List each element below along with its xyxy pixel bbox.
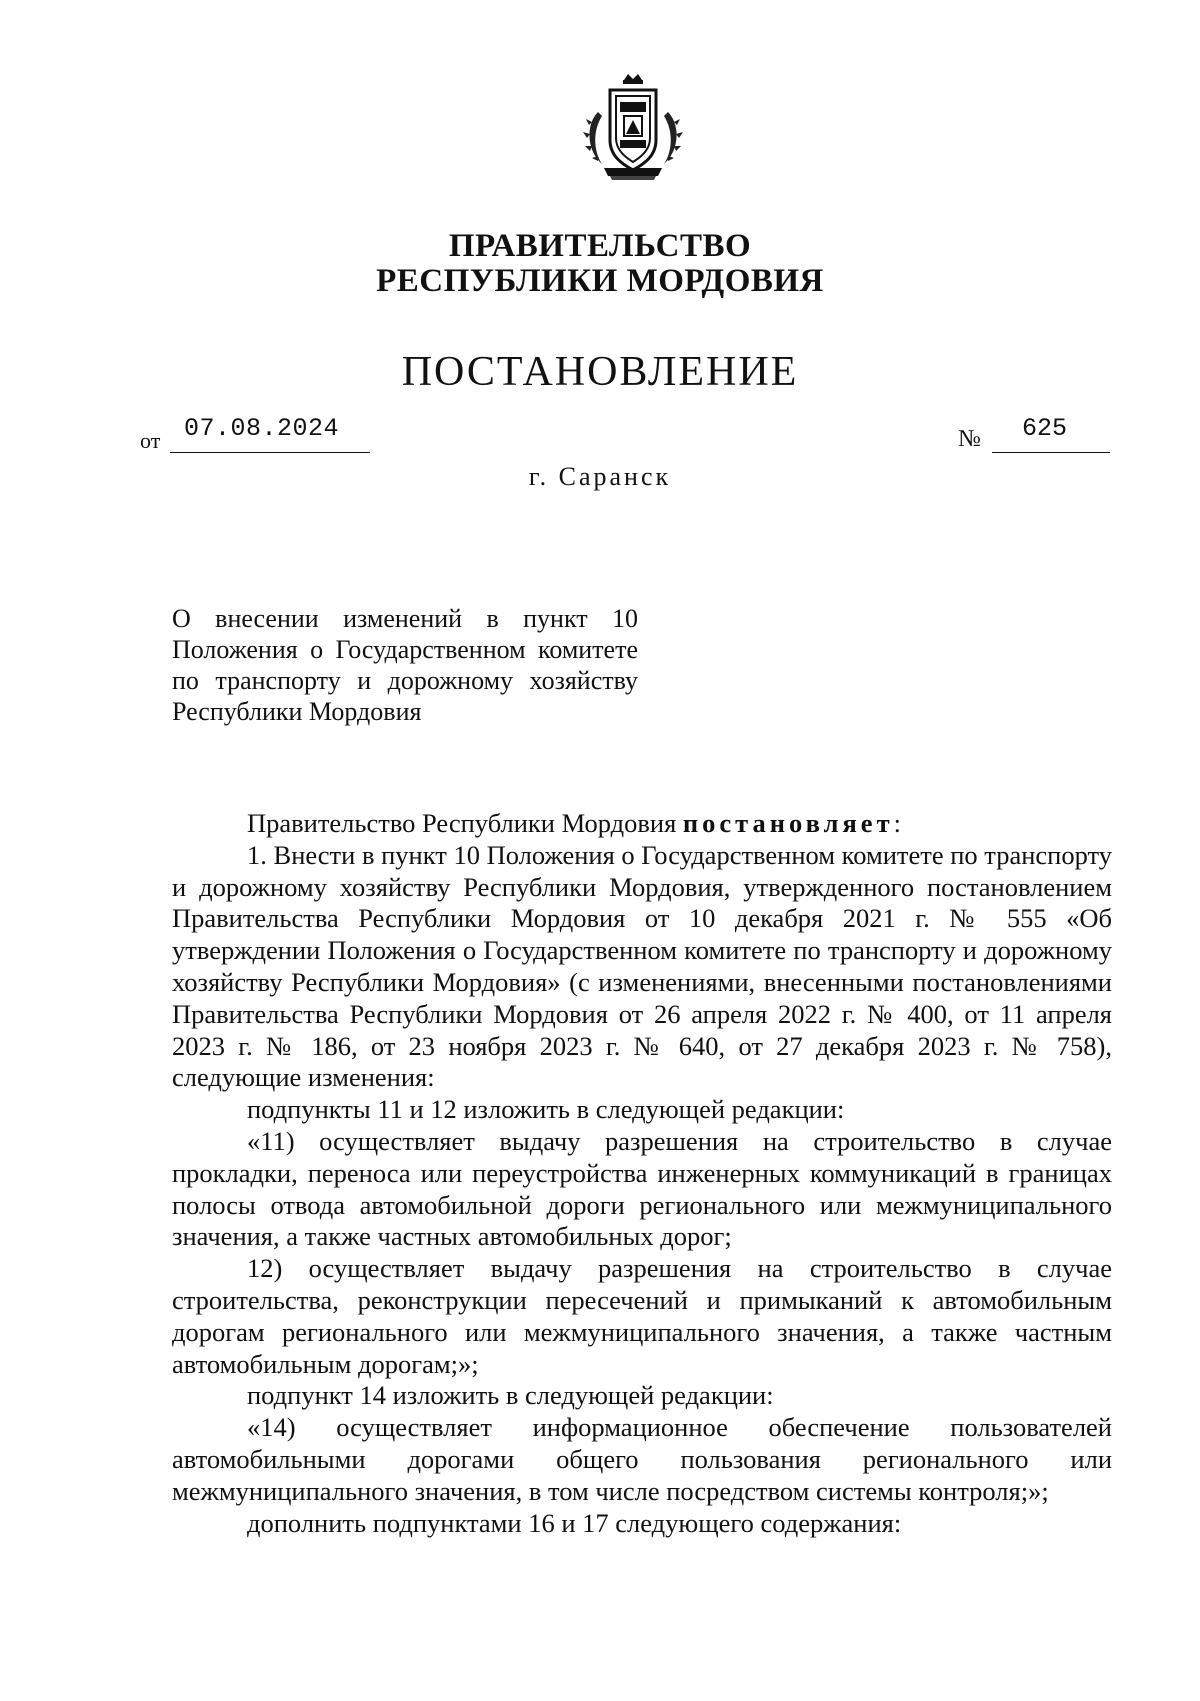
intro-suffix: :	[893, 808, 901, 838]
document-body	[172, 808, 1112, 1539]
paragraph-6: «14) осуществляет информационное обеспечение пользователей автомобильными дорогами общего пользования регионального или межмуниципального значения, в том числе посредством системы контроля;»;	[172, 1412, 1112, 1506]
paragraph-7: дополнить подпунктами 16 и 17 следующего содержания:	[247, 1507, 902, 1538]
coat-of-arms-icon	[568, 72, 698, 184]
paragraph-2: подпункты 11 и 12 изложить в следующей редакции:	[247, 1094, 845, 1125]
intro-paragraph	[172, 808, 1112, 840]
intro-keyword: постановляет	[682, 808, 894, 838]
organization-name-line-1: ПРАВИТЕЛЬСТВО	[448, 228, 752, 264]
document-date: 07.08.2024	[184, 414, 340, 443]
document-number: 625	[1022, 414, 1068, 443]
paragraph-4: 12) осуществляет выдачу разрешения на строительство в случае строительства, реконструкции пересечений и примыканий к автомобильным дорогам регионального или межмуниципального значения, а также частным автомобильным дорогам;»;	[172, 1253, 1112, 1379]
date-prefix: от	[140, 428, 161, 453]
number-prefix: №	[958, 426, 981, 452]
city: г. Саранск	[528, 462, 672, 491]
document-subject: О внесении изменений в пункт 10 Положения о Государственном комитете по транспорту и дорожному хозяйству Республики Мордовия	[172, 604, 638, 726]
date-number-row	[140, 414, 1110, 454]
number-underline	[992, 452, 1110, 453]
paragraph-5: подпункт 14 изложить в следующей редакции:	[247, 1380, 774, 1411]
paragraph-1: 1. Внести в пункт 10 Положения о Государственном комитете по транспорту и дорожному хозяйству Республики Мордовия, утвержденного постановлением Правительства Республики Мордовия от 10 декабря 2021 г. № 555 «Об утверждении Положения о Государственном комитете по транспорту и дорожному хозяйству Республики Мордовия» (с изменениями, внесенными постановлениями Правительства Республики Мордовия от 26 апреля 2022 г. № 400, от 11 апреля 2023 г. № 186, от 23 ноября 2023 г. № 640, от 27 декабря 2023 г. № 758), следующие изменения:	[172, 839, 1112, 1093]
paragraph-3: «11) осуществляет выдачу разрешения на строительство в случае прокладки, переноса или переустройства инженерных коммуникаций в границах полосы отвода автомобильной дороги регионального или межмуниципального значения, а также частных автомобильных дорог;	[172, 1125, 1112, 1252]
date-underline	[170, 452, 370, 453]
intro-prefix: Правительство Республики Мордовия	[247, 808, 683, 838]
document-type-title: ПОСТАНОВЛЕНИЕ	[401, 349, 799, 395]
organization-name-line-2: РЕСПУБЛИКИ МОРДОВИЯ	[376, 263, 824, 299]
